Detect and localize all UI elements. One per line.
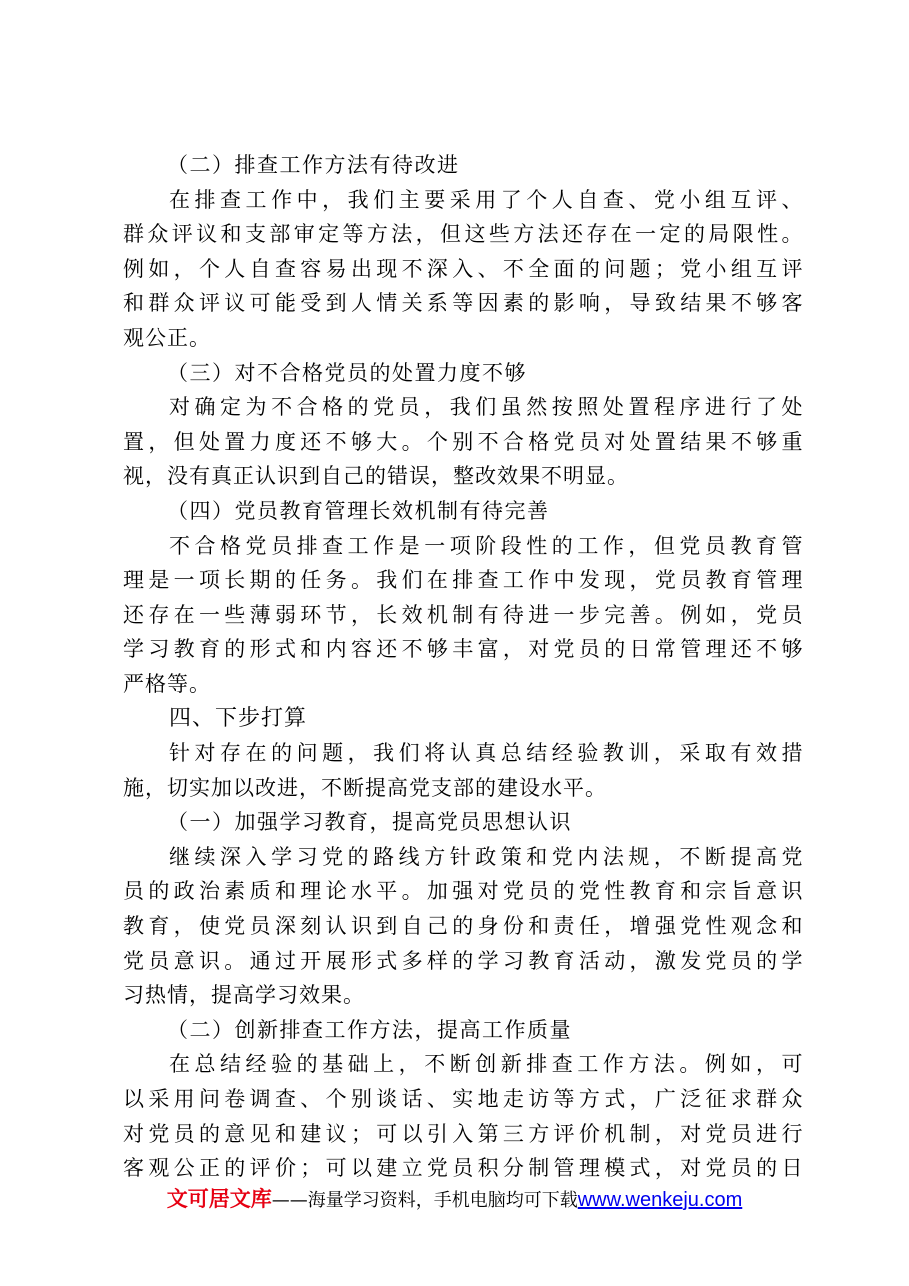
subsection-heading: [123, 494, 803, 529]
paragraph-line: 客观公正的评价；可以建立党员积分制管理模式，对党员的日: [123, 1156, 803, 1181]
section-heading: [123, 702, 803, 737]
subsection-heading-text: （三）对不合格党员的处置力度不够: [167, 360, 527, 385]
paragraph-line: 观公正。: [123, 325, 211, 350]
paragraph-line: 在总结经验的基础上，不断创新排查工作方法。例如，可: [169, 1052, 803, 1077]
paragraph-line: 员的政治素质和理论水平。加强对党员的党性教育和宗旨意识: [123, 879, 803, 904]
paragraph-line: 针对存在的问题，我们将认真总结经验教训，采取有效措: [169, 741, 803, 766]
subsection-heading-text: （二）创新排查工作方法，提高工作质量: [167, 1017, 572, 1042]
paragraph: [123, 1047, 803, 1185]
paragraph-line: 对确定为不合格的党员，我们虽然按照处置程序进行了处: [169, 395, 803, 420]
subsection-heading-text: （二）排查工作方法有待改进: [167, 153, 460, 177]
subsection-heading: [123, 805, 803, 840]
section-heading-text: 四、下步打算: [169, 705, 308, 731]
subsection-heading: [123, 148, 803, 183]
paragraph-line: 例如，个人自查容易出现不深入、不全面的问题；党小组互评: [123, 256, 803, 281]
footer-slogan: ——海量学习资料，手机电脑均可下载: [271, 1190, 578, 1211]
paragraph-line: 视，没有真正认识到自己的错误，整改效果不明显。: [123, 464, 629, 489]
document-body: [123, 148, 803, 1186]
footer-brand: 文可居文库: [166, 1187, 272, 1211]
footer-website-link[interactable]: www.wenkeju.com: [577, 1189, 743, 1211]
paragraph-line: 对党员的意见和建议；可以引入第三方评价机制，对党员进行: [123, 1121, 803, 1146]
paragraph-line: 以采用问卷调查、个别谈话、实地走访等方式，广泛征求群众: [123, 1087, 803, 1112]
subsection-heading-text: （四）党员教育管理长效机制有待完善: [167, 498, 550, 523]
paragraph-line: 学习教育的形式和内容还不够丰富，对党员的日常管理还不够: [123, 637, 803, 662]
paragraph-line: 教育，使党员深刻认识到自己的身份和责任，增强党性观念和: [123, 914, 803, 939]
paragraph-line: 理是一项长期的任务。我们在排查工作中发现，党员教育管理: [123, 568, 803, 593]
paragraph-line: 不合格党员排查工作是一项阶段性的工作，但党员教育管: [169, 533, 803, 558]
paragraph: [123, 529, 803, 702]
paragraph: [123, 840, 803, 1013]
paragraph: [123, 390, 803, 494]
paragraph-line: 群众评议和支部审定等方法，但这些方法还存在一定的局限性。: [123, 222, 803, 247]
paragraph-line: 和群众评议可能受到人情关系等因素的影响，导致结果不够客: [123, 291, 803, 316]
paragraph-line: 置，但处置力度还不够大。个别不合格党员对处置结果不够重: [123, 429, 803, 454]
paragraph-line: 施，切实加以改进，不断提高党支部的建设水平。: [123, 775, 607, 800]
paragraph: [123, 183, 803, 356]
subsection-heading-text: （一）加强学习教育，提高党员思想认识: [167, 810, 572, 835]
paragraph-line: 习热情，提高学习效果。: [123, 983, 365, 1008]
subsection-heading: [123, 1013, 803, 1048]
paragraph-line: 继续深入学习党的路线方针政策和党内法规，不断提高党: [169, 844, 803, 869]
paragraph-line: 严格等。: [123, 671, 211, 696]
subsection-heading: [123, 356, 803, 391]
paragraph: [123, 736, 803, 805]
paragraph-line: 还存在一些薄弱环节，长效机制有待进一步完善。例如，党员: [123, 602, 803, 627]
paragraph-line: 在排查工作中，我们主要采用了个人自查、党小组互评、: [169, 187, 803, 212]
paragraph-line: 党员意识。通过开展形式多样的学习教育活动，激发党员的学: [123, 948, 803, 973]
footer-banner: [0, 1183, 909, 1213]
